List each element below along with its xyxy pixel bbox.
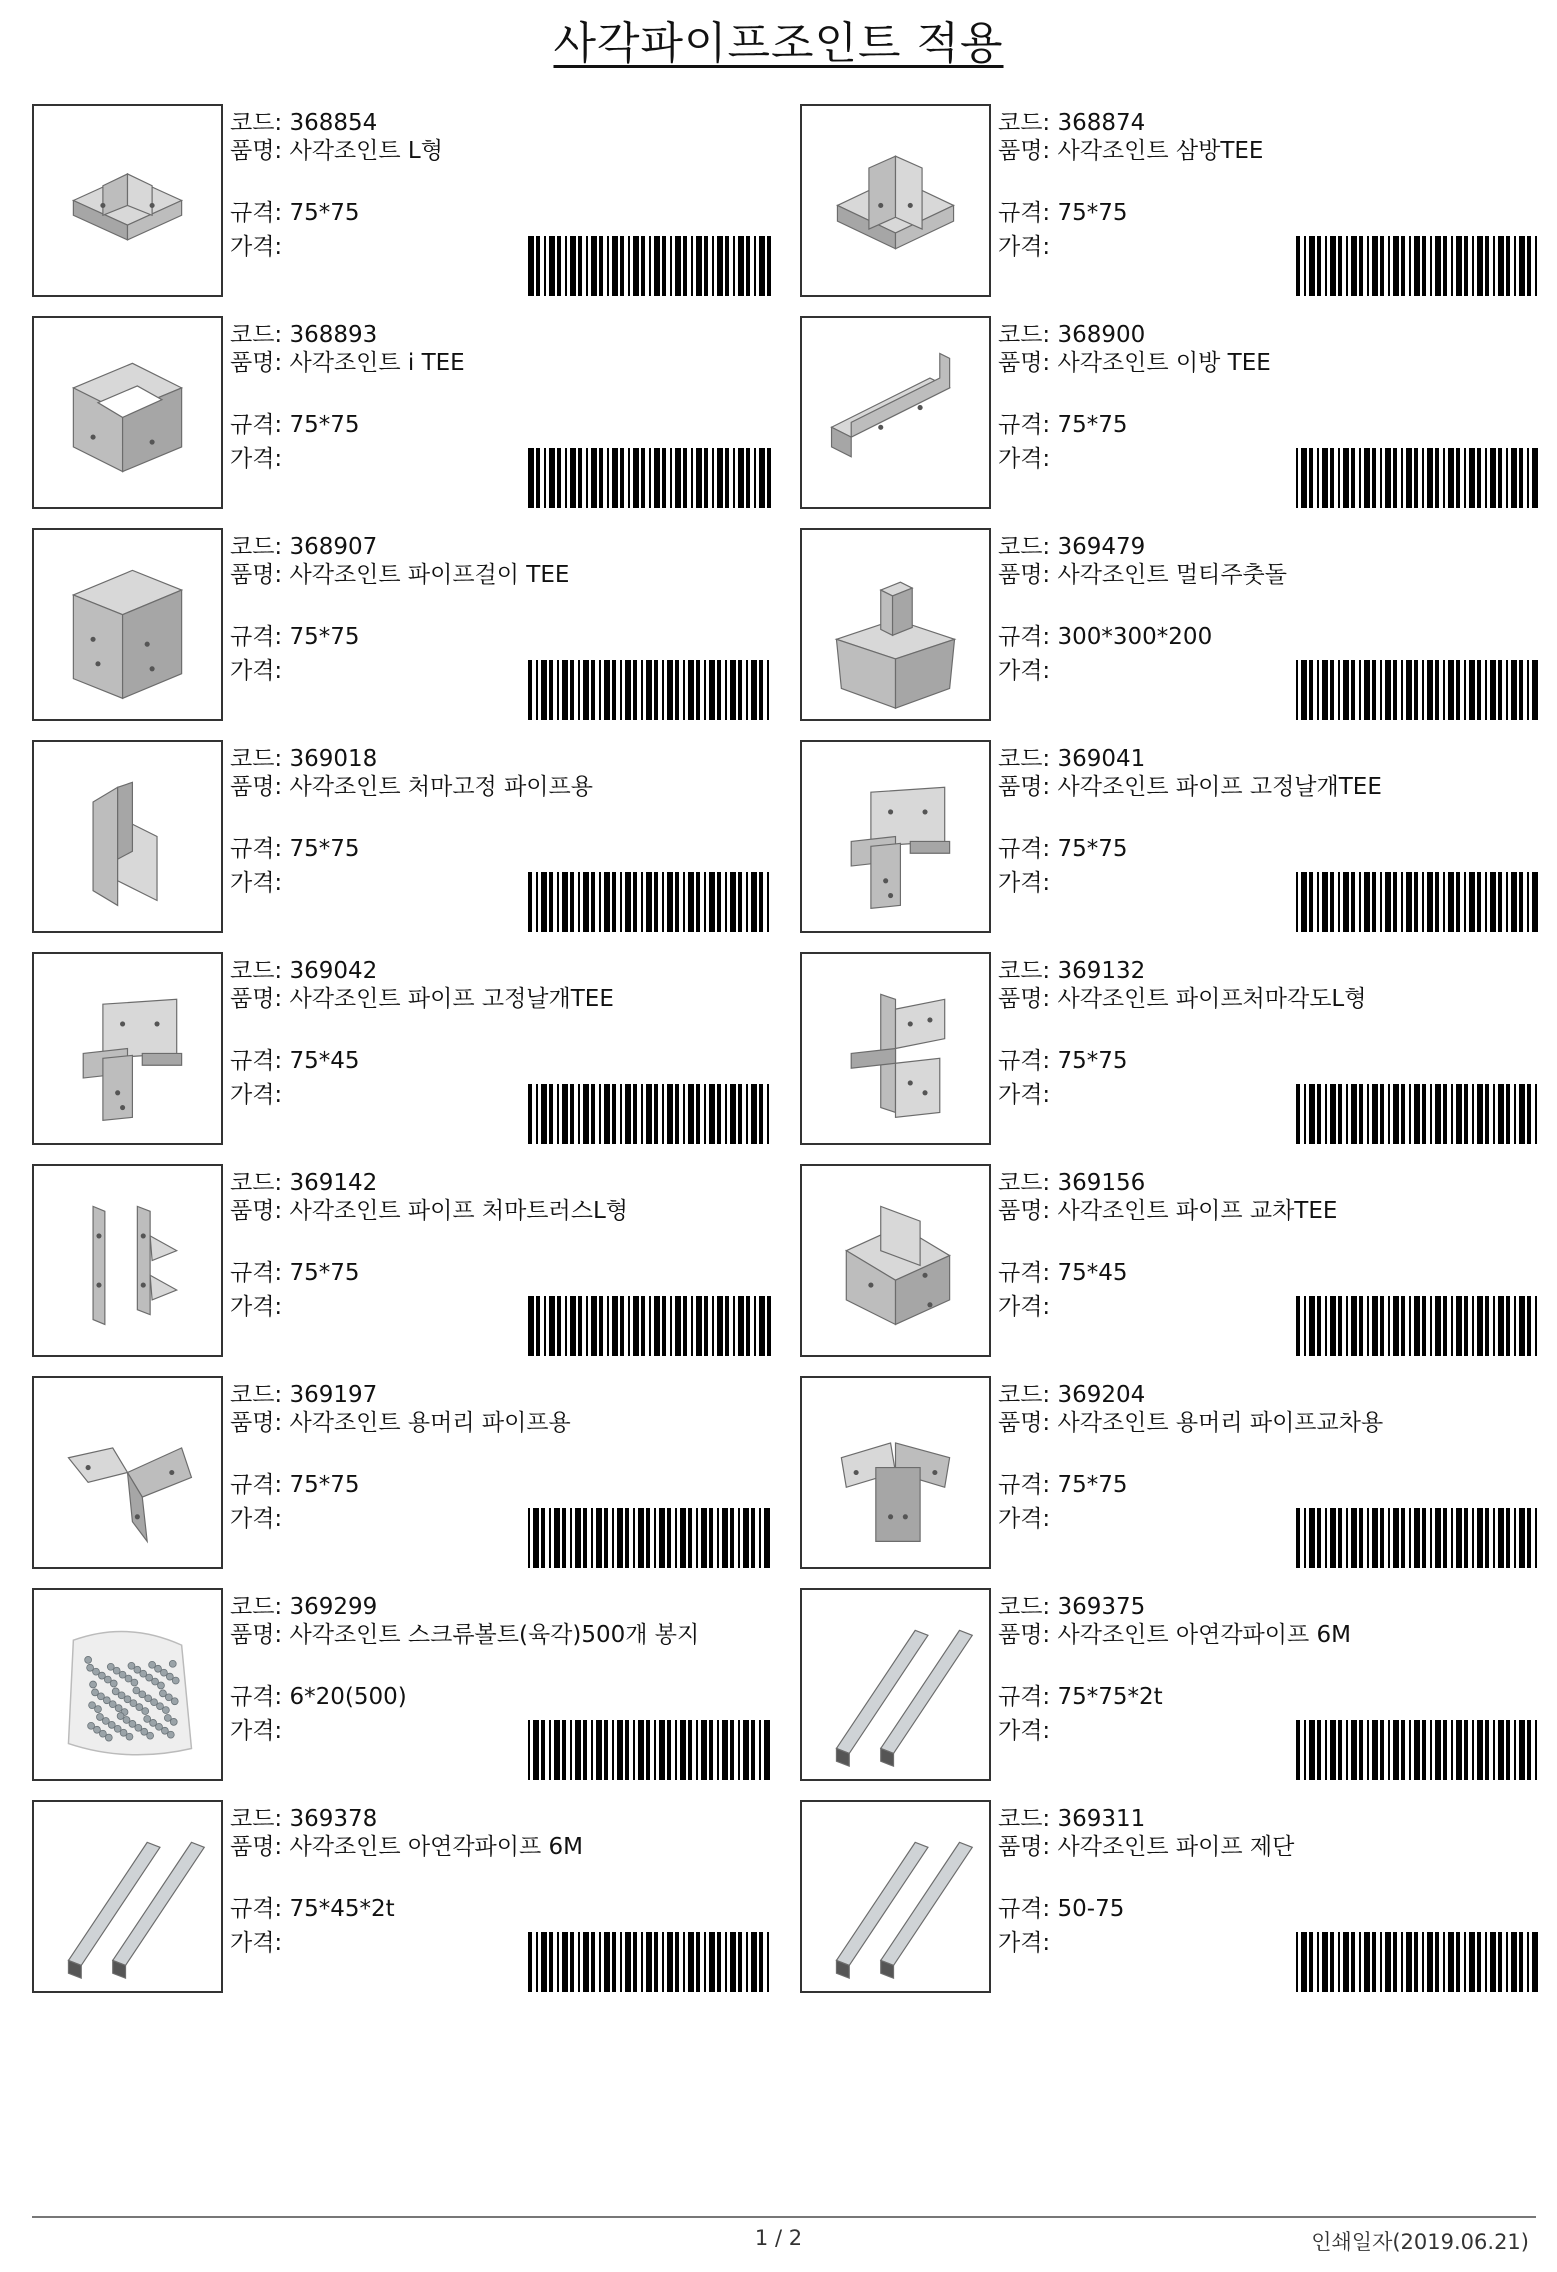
product-spec: 규격: 75*75: [998, 1048, 1128, 1074]
barcode: [526, 872, 776, 932]
product-code: 코드: 368854: [230, 110, 378, 136]
product-spec: 규격: 75*45*2t: [230, 1896, 395, 1922]
product-price: 가격:: [998, 1718, 1051, 1744]
product-image: [800, 952, 991, 1145]
product-code: 코드: 369204: [998, 1382, 1146, 1408]
product-name: 품명: 사각조인트 파이프걸이 TEE: [230, 562, 570, 588]
barcode: [1294, 1508, 1544, 1568]
product-spec: 규격: 75*75*2t: [998, 1684, 1163, 1710]
product-code: 코드: 368893: [230, 322, 378, 348]
product-name: 품명: 사각조인트 이방 TEE: [998, 350, 1271, 376]
barcode: [1294, 1296, 1544, 1356]
barcode: [526, 1296, 776, 1356]
barcode: [1294, 236, 1544, 296]
product-price: 가격:: [230, 446, 283, 472]
barcode: [1294, 872, 1544, 932]
product-card: [800, 740, 1536, 932]
product-price: 가격:: [998, 1082, 1051, 1108]
product-card: [800, 528, 1536, 720]
product-name: 품명: 사각조인트 멀티주춧돌: [998, 562, 1287, 588]
product-spec: 규격: 300*300*200: [998, 624, 1213, 650]
product-card: [800, 316, 1536, 508]
product-spec: 규격: 75*75: [998, 200, 1128, 226]
barcode: [526, 1720, 776, 1780]
product-price: 가격:: [230, 1506, 283, 1532]
product-code: 코드: 369142: [230, 1170, 378, 1196]
product-card: [32, 952, 768, 1144]
product-image: [32, 1588, 223, 1781]
product-code: 코드: 369132: [998, 958, 1146, 984]
product-name: 품명: 사각조인트 파이프 고정날개TEE: [230, 986, 614, 1012]
product-code: 코드: 369378: [230, 1806, 378, 1832]
product-card: [32, 1164, 768, 1356]
product-name: 품명: 사각조인트 용머리 파이프교차용: [998, 1410, 1384, 1436]
product-spec: 규격: 75*75: [230, 836, 360, 862]
barcode: [526, 1084, 776, 1144]
barcode: [1294, 1720, 1544, 1780]
product-code: 코드: 369375: [998, 1594, 1146, 1620]
product-price: 가격:: [998, 870, 1051, 896]
page-title: 사각파이프조인트 적용: [553, 18, 1004, 69]
product-image: [800, 1164, 991, 1357]
barcode: [526, 1932, 776, 1992]
product-card: [800, 1164, 1536, 1356]
product-image: [800, 104, 991, 297]
product-card: [800, 1376, 1536, 1568]
barcode: [526, 660, 776, 720]
product-name: 품명: 사각조인트 처마고정 파이프용: [230, 774, 593, 800]
product-price: 가격:: [230, 870, 283, 896]
product-name: 품명: 사각조인트 삼방TEE: [998, 138, 1264, 164]
product-price: 가격:: [998, 1930, 1051, 1956]
product-image: [32, 952, 223, 1145]
product-card: [32, 1376, 768, 1568]
product-image: [32, 1164, 223, 1357]
product-spec: 규격: 75*45: [998, 1260, 1128, 1286]
product-spec: 규격: 75*75: [998, 412, 1128, 438]
barcode: [526, 448, 776, 508]
product-image: [800, 1800, 991, 1993]
product-code: 코드: 368900: [998, 322, 1146, 348]
product-card: [32, 740, 768, 932]
product-card: [32, 316, 768, 508]
product-code: 코드: 369041: [998, 746, 1146, 772]
product-spec: 규격: 75*45: [230, 1048, 360, 1074]
product-image: [32, 316, 223, 509]
product-code: 코드: 369042: [230, 958, 378, 984]
product-price: 가격:: [998, 446, 1051, 472]
barcode: [1294, 1084, 1544, 1144]
product-image: [800, 316, 991, 509]
product-price: 가격:: [230, 234, 283, 260]
product-code: 코드: 369018: [230, 746, 378, 772]
product-name: 품명: 사각조인트 아연각파이프 6M: [230, 1834, 583, 1860]
product-card: [800, 104, 1536, 296]
product-name: 품명: 사각조인트 파이프 제단: [998, 1834, 1295, 1860]
product-catalog: [32, 104, 1536, 1992]
product-code: 코드: 369311: [998, 1806, 1146, 1832]
product-image: [32, 1376, 223, 1569]
product-spec: 규격: 75*75: [230, 1472, 360, 1498]
product-price: 가격:: [230, 1718, 283, 1744]
product-spec: 규격: 75*75: [230, 412, 360, 438]
product-image: [800, 1376, 991, 1569]
product-spec: 규격: 75*75: [230, 1260, 360, 1286]
product-name: 품명: 사각조인트 파이프처마각도L형: [998, 986, 1367, 1012]
product-spec: 규격: 50-75: [998, 1896, 1125, 1922]
product-card: [800, 1588, 1536, 1780]
product-card: [32, 1588, 768, 1780]
product-price: 가격:: [998, 1294, 1051, 1320]
product-code: 코드: 368874: [998, 110, 1146, 136]
product-card: [800, 952, 1536, 1144]
product-name: 품명: 사각조인트 i TEE: [230, 350, 465, 376]
product-card: [800, 1800, 1536, 1992]
product-name: 품명: 사각조인트 아연각파이프 6M: [998, 1622, 1351, 1648]
product-price: 가격:: [998, 658, 1051, 684]
product-spec: 규격: 75*75: [230, 200, 360, 226]
product-price: 가격:: [230, 1930, 283, 1956]
product-card: [32, 104, 768, 296]
product-price: 가격:: [230, 658, 283, 684]
product-code: 코드: 369299: [230, 1594, 378, 1620]
product-image: [32, 104, 223, 297]
barcode: [1294, 1932, 1544, 1992]
product-image: [800, 1588, 991, 1781]
product-price: 가격:: [230, 1082, 283, 1108]
product-price: 가격:: [230, 1294, 283, 1320]
product-image: [800, 528, 991, 721]
product-card: [32, 1800, 768, 1992]
product-spec: 규격: 75*75: [998, 1472, 1128, 1498]
barcode: [1294, 660, 1544, 720]
print-date: 인쇄일자(2019.06.21): [1311, 2230, 1529, 2254]
product-name: 품명: 사각조인트 L형: [230, 138, 443, 164]
product-spec: 규격: 6*20(500): [230, 1684, 407, 1710]
product-name: 품명: 사각조인트 스크류볼트(육각)500개 봉지: [230, 1622, 700, 1648]
product-spec: 규격: 75*75: [998, 836, 1128, 862]
product-code: 코드: 369156: [998, 1170, 1146, 1196]
product-image: [800, 740, 991, 933]
product-card: [32, 528, 768, 720]
product-code: 코드: 369197: [230, 1382, 378, 1408]
product-name: 품명: 사각조인트 파이프 처마트러스L형: [230, 1198, 628, 1224]
product-price: 가격:: [998, 234, 1051, 260]
product-image: [32, 1800, 223, 1993]
product-name: 품명: 사각조인트 용머리 파이프용: [230, 1410, 571, 1436]
barcode: [526, 236, 776, 296]
product-spec: 규격: 75*75: [230, 624, 360, 650]
product-code: 코드: 369479: [998, 534, 1146, 560]
product-name: 품명: 사각조인트 파이프 고정날개TEE: [998, 774, 1382, 800]
footer-divider: [32, 2216, 1536, 2218]
product-code: 코드: 368907: [230, 534, 378, 560]
product-name: 품명: 사각조인트 파이프 교차TEE: [998, 1198, 1338, 1224]
product-price: 가격:: [998, 1506, 1051, 1532]
barcode: [526, 1508, 776, 1568]
product-image: [32, 528, 223, 721]
product-image: [32, 740, 223, 933]
page-number: 1 / 2: [754, 2226, 803, 2250]
barcode: [1294, 448, 1544, 508]
